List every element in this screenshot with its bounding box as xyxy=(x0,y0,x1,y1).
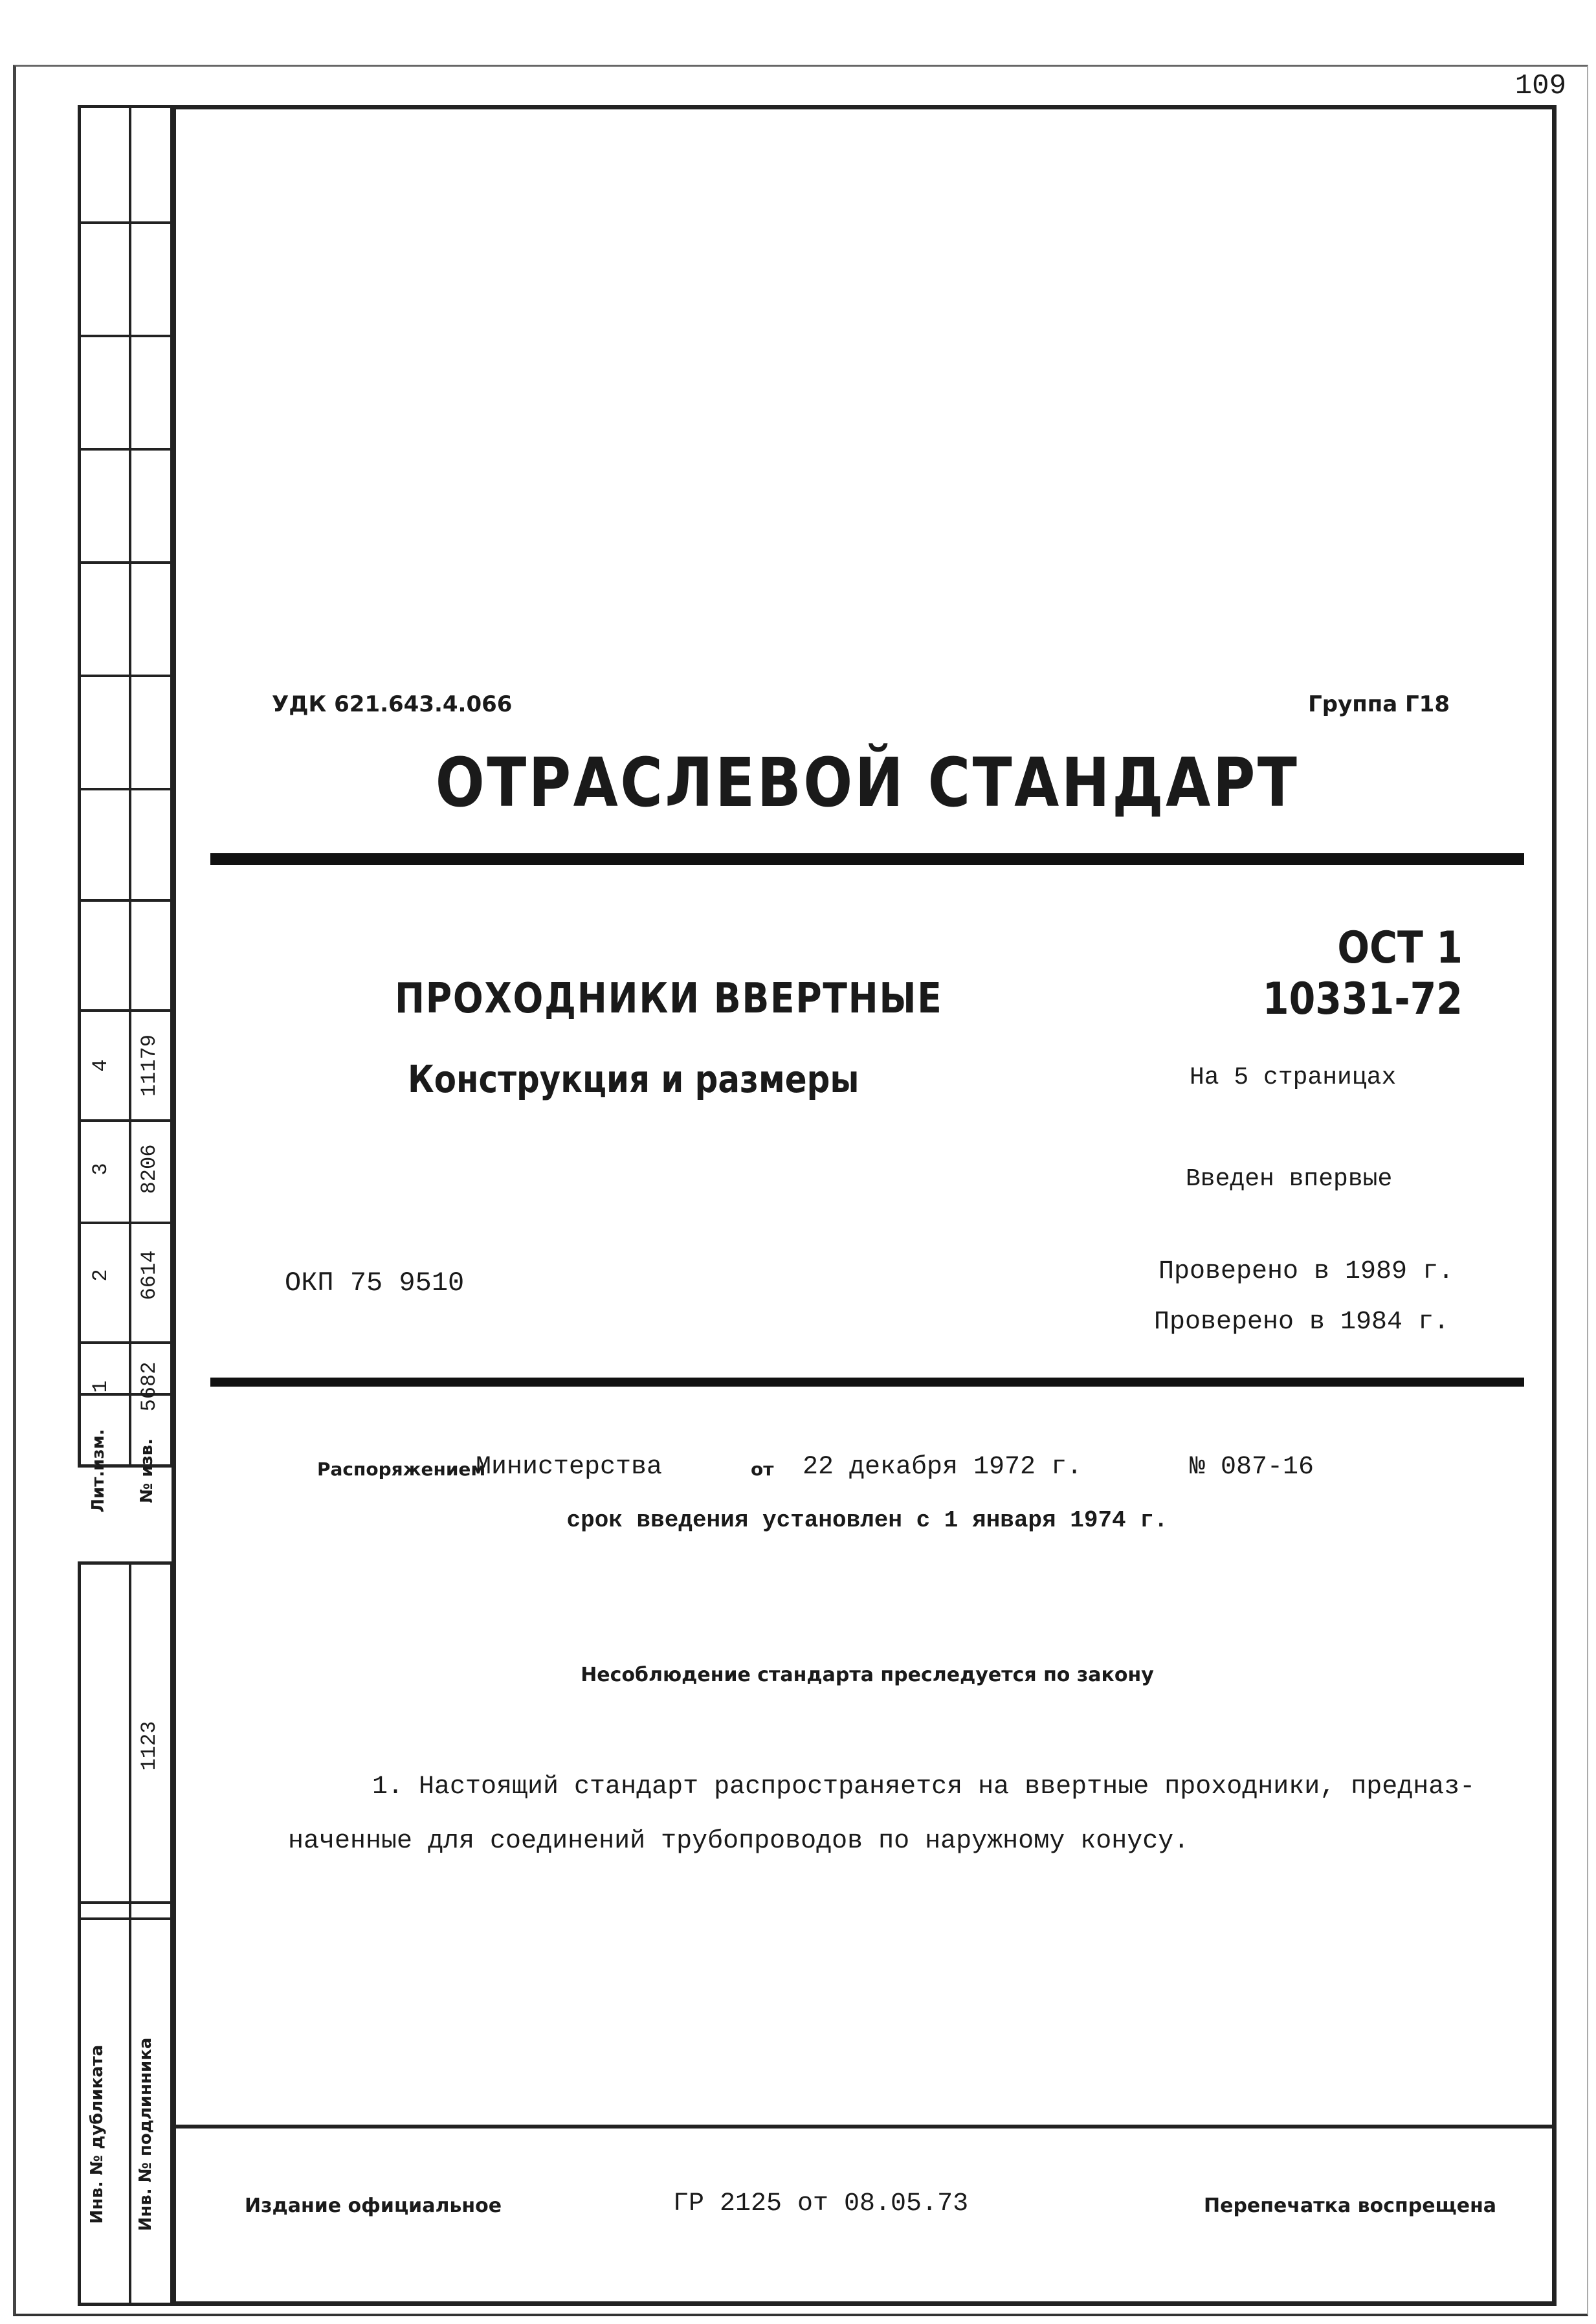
footer-reprint: Перепечатка воспрещена xyxy=(1204,2195,1497,2217)
order-date: 22 декабря 1972 г. xyxy=(803,1453,1083,1482)
body-paragraph-line2: наченные для соединений трубопроводов по наружному конусу. xyxy=(288,1827,1190,1856)
footer-divider xyxy=(172,2125,1557,2128)
stamp-header-izv: № изв. xyxy=(137,1438,157,1503)
top-rule xyxy=(210,853,1524,865)
stamp-cell-izv-2: 6614 xyxy=(137,1250,161,1301)
order-number: № 087-16 xyxy=(1190,1453,1314,1482)
inventory-original-number: 1123 xyxy=(137,1721,161,1771)
introduced-note: Введен впервые xyxy=(1186,1165,1393,1193)
document-frame xyxy=(172,105,1557,2306)
stamp-cell-izv-1: 5682 xyxy=(137,1361,161,1412)
footer-edition: Издание официальное xyxy=(245,2195,502,2217)
checked-1989: Проверено в 1989 г. xyxy=(1158,1257,1454,1286)
footer-gr: ГР 2125 от 08.05.73 xyxy=(673,2189,969,2218)
stamp-cell-lit-2: 2 xyxy=(89,1269,113,1282)
stamp-cell-lit-1: 1 xyxy=(89,1380,113,1393)
udk-code: УДК 621.643.4.066 xyxy=(272,691,513,717)
main-title: ОТРАСЛЕВОЙ СТАНДАРТ xyxy=(435,743,1300,822)
inventory-original-label: Инв. № подлинника xyxy=(136,2037,155,2231)
body-paragraph-line1: 1. Настоящий стандарт распространяется на ввертные проходники, предназ- xyxy=(372,1772,1476,1802)
order-from: от xyxy=(751,1458,774,1480)
stamp-cell-lit-4: 4 xyxy=(89,1059,113,1072)
group-code: Группа Г18 xyxy=(1308,691,1450,717)
stamp-cell-izv-3: 8206 xyxy=(137,1144,161,1194)
middle-rule xyxy=(210,1378,1524,1387)
stamp-header-lit: Лит.изм. xyxy=(89,1429,108,1513)
checked-1984: Проверено в 1984 г. xyxy=(1154,1308,1450,1337)
standard-subtitle: Конструкция и размеры xyxy=(408,1057,859,1101)
law-warning: Несоблюдение стандарта преследуется по закону xyxy=(581,1664,1154,1686)
order-label: Распоряжением xyxy=(317,1458,486,1480)
pages-count: На 5 страницах xyxy=(1190,1064,1397,1091)
standard-title: ПРОХОДНИКИ ВВЕРТНЫЕ xyxy=(395,975,943,1023)
standard-code: ОСТ 1 10331-72 xyxy=(1262,922,1463,1025)
order-ministry: Министерства xyxy=(476,1453,663,1482)
revision-stamp-table xyxy=(78,105,173,1513)
inventory-duplicate-label: Инв. № дубликата xyxy=(87,2044,107,2224)
effective-date: срок введения установлен с 1 января 1974 г. xyxy=(566,1507,1168,1534)
page-number: 109 xyxy=(1514,70,1566,102)
stamp-cell-izv-4: 11179 xyxy=(137,1034,161,1097)
okp-code: ОКП 75 9510 xyxy=(285,1268,465,1299)
inventory-stamp-table xyxy=(78,1561,173,2306)
stamp-cell-lit-3: 3 xyxy=(89,1163,113,1176)
